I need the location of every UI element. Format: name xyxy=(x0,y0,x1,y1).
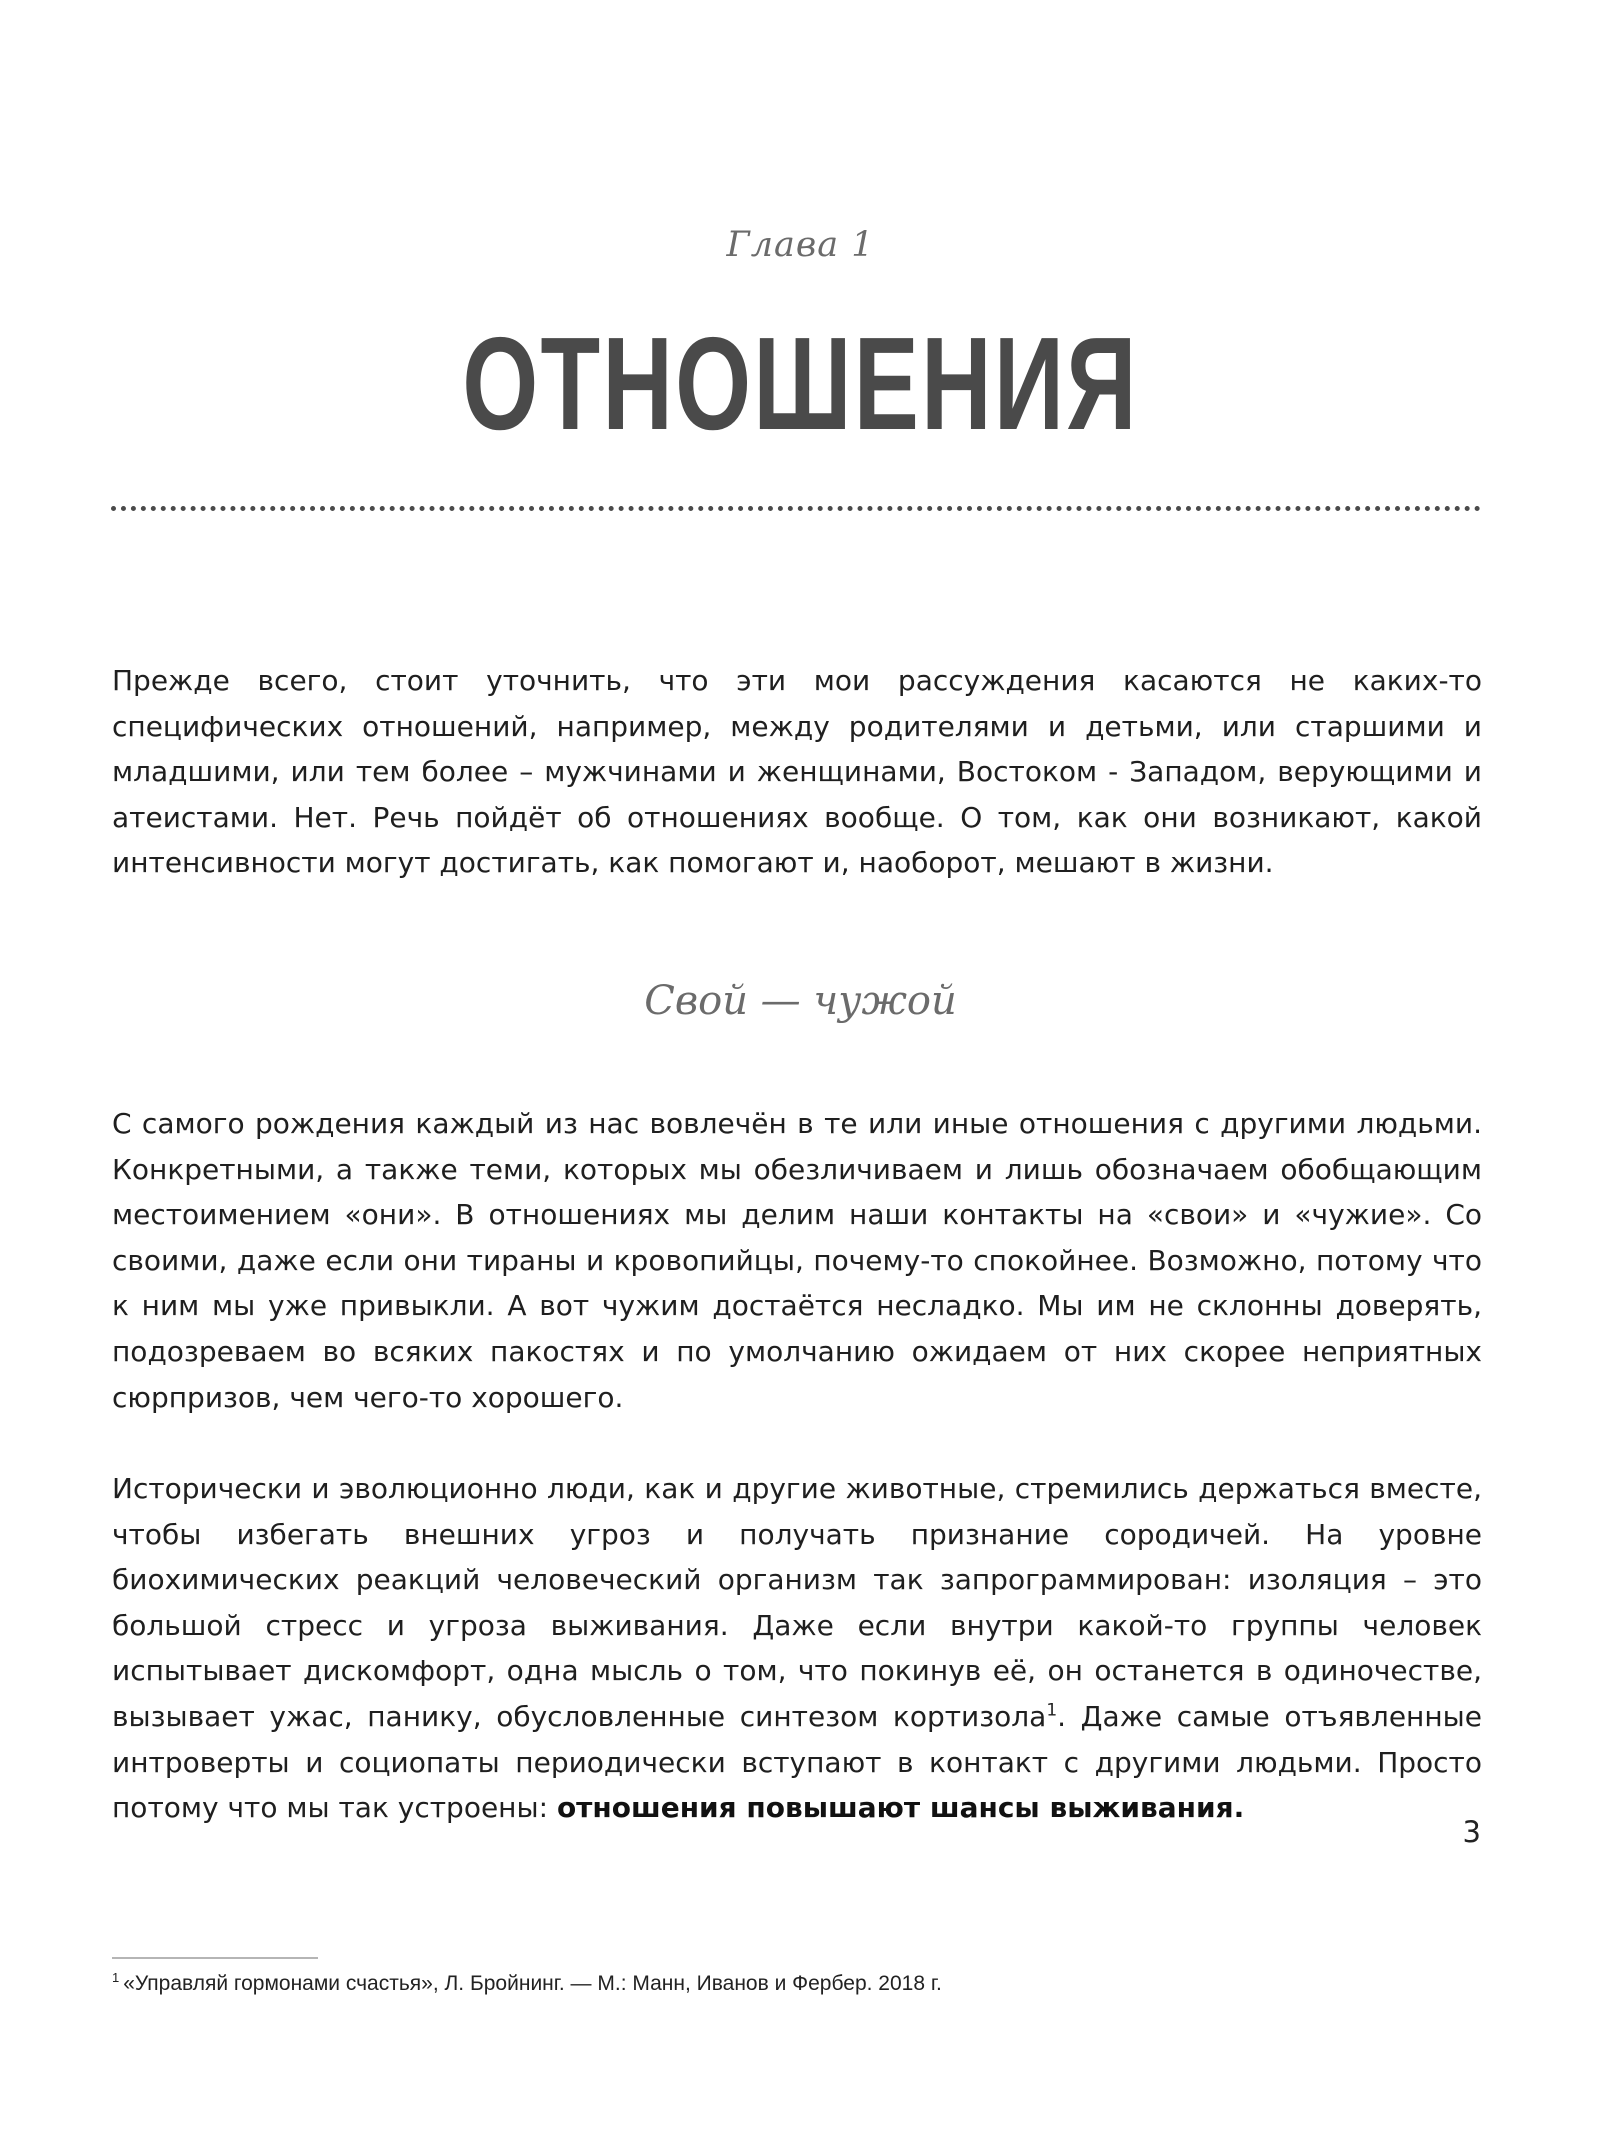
paragraph-history-text-1: Исторически и эволюционно люди, как и другие животные, стремились держаться вместе, чтобы избегать внешних угроз и получать признание сородичей. На уровне биохимических реакций человеческий организм так запрограммирован: изоляция – это большой стресс и угроза выживания. Даже если внутри какой-то группы человек испытывает дискомфорт, одна мысль о том, что покинув её, он останется в одиночестве, вызывает ужас, панику, обусловленные синтезом кортизола xyxy=(112,1472,1482,1733)
footnote-reference[interactable]: 1 xyxy=(1046,1700,1058,1721)
paragraph-own-alien: С самого рождения каждый из нас вовлечён в те или иные отношения с другими людьми. Конкретными, а также теми, которых мы обезличиваем и лишь обозначаем обобщающим местоимением «они». В отношениях мы делим наши контакты на «свои» и «чужие». Со своими, даже если они тираны и кровопийцы, почему-то спокойнее. Возможно, потому что к ним мы уже привыкли. А вот чужим достаётся несладко. Мы им не склонны доверять, подозреваем во всяких пакостях и по умолчанию ожидаем от них скорее неприятных сюрпризов, чем чего-то хорошего. xyxy=(112,1107,1482,1414)
chapter-title: ОТНОШЕНИЯ xyxy=(462,310,1139,457)
dotted-divider xyxy=(111,506,1481,511)
page-number: 3 xyxy=(1462,1815,1481,1849)
paragraph-history xyxy=(112,1466,1482,1831)
footnote xyxy=(112,1972,942,1996)
paragraph-intro: Прежде всего, стоит уточнить, что эти мои рассуждения касаются не каких-то специфических отношений, например, между родителями и детьми, или старшими и младшими, или тем более – мужчинами и женщинами, Востоком - Западом, верующими и атеистами. Нет. Речь пойдёт об отношениях вообще. О том, как они возникают, какой интенсивности могут достигать, как помогают и, наоборот, мешают в жизни. xyxy=(112,664,1482,880)
paragraph-history-emphasis: отношения повышают шансы выживания. xyxy=(556,1791,1245,1825)
section-subheading: Свой — чужой xyxy=(644,978,957,1024)
footnote-divider xyxy=(112,1957,318,1959)
footnote-mark: 1 xyxy=(112,1970,120,1985)
paragraph-history-text-2: . Даже самые отъявленные интроверты и социопаты периодически вступают в контакт с другими людьми. Просто потому что мы так устроены: xyxy=(112,1699,1482,1825)
chapter-label: Глава 1 xyxy=(726,225,875,265)
footnote-text: «Управляй гормонами счастья», Л. Бройнинг. — М.: Манн, Иванов и Фербер. 2018 г. xyxy=(123,1972,942,1995)
